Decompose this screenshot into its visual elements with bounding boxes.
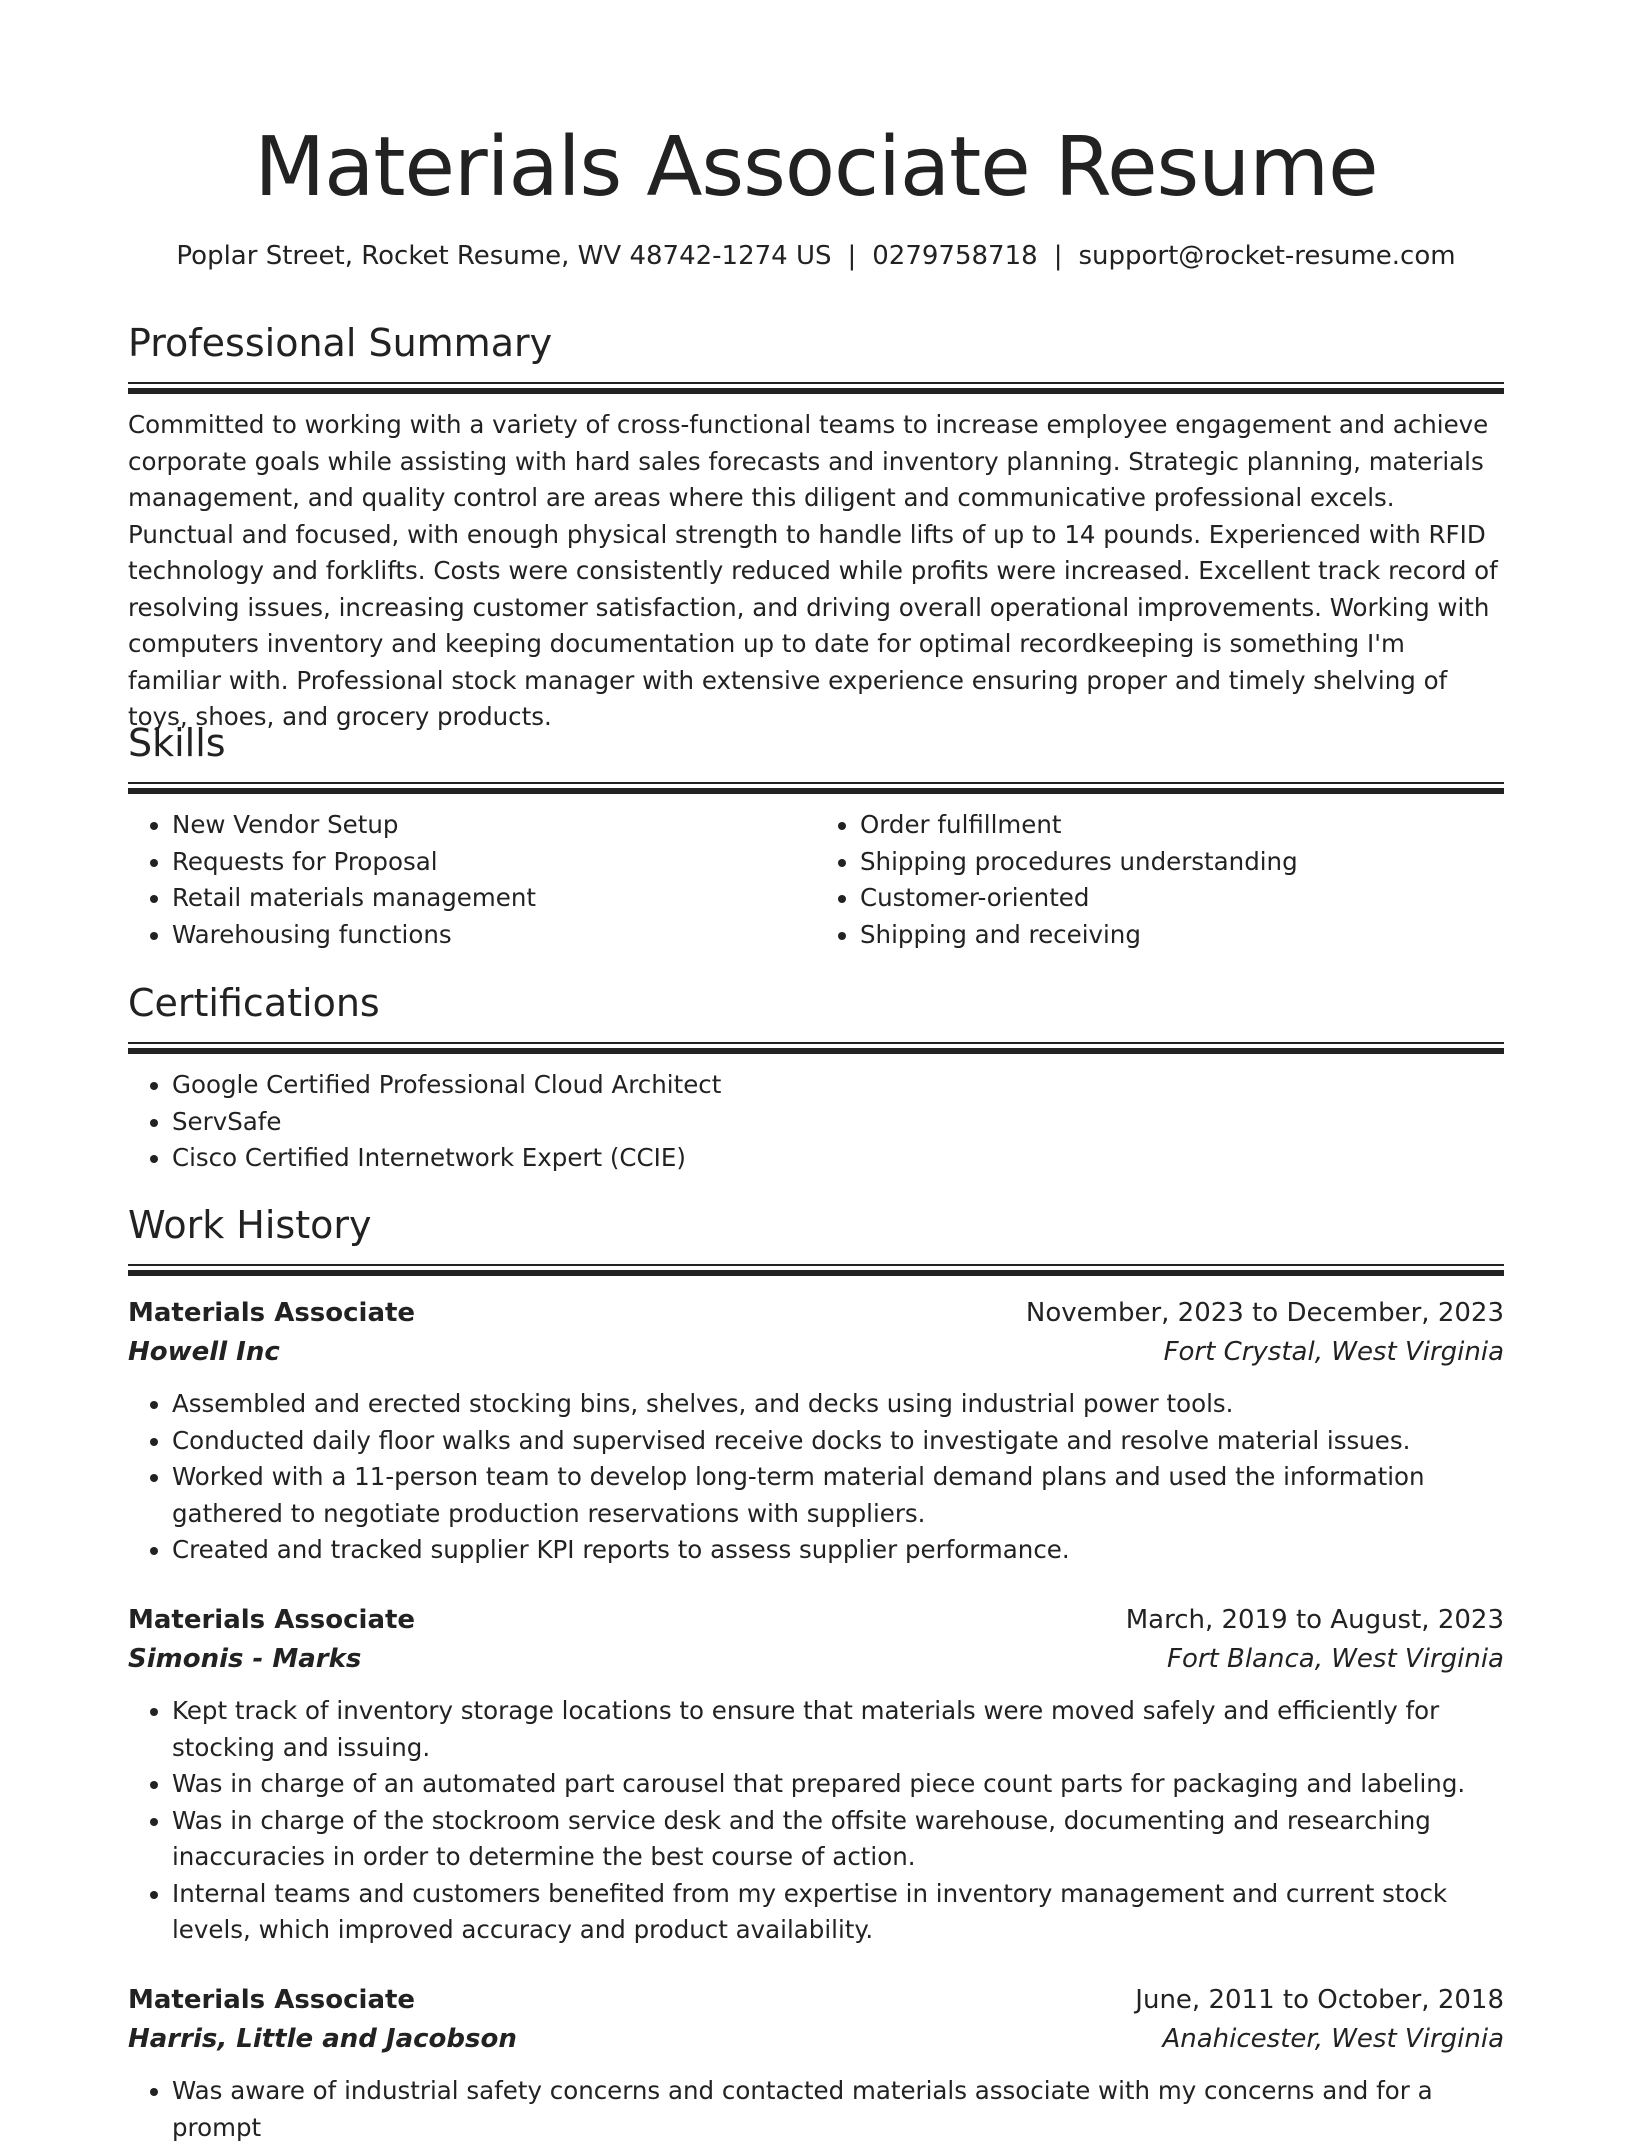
skill-item: • Warehousing functions — [172, 917, 816, 954]
job-company: Howell Inc — [128, 1337, 280, 1367]
contact-address: Poplar Street, Rocket Resume, WV 48742-1274 US — [176, 241, 832, 271]
certifications-heading: Certifications — [128, 981, 380, 1025]
job-location: Fort Crystal, West Virginia — [1163, 1337, 1504, 1367]
job-title: Materials Associate — [128, 1298, 416, 1328]
job-dates: March, 2019 to August, 2023 — [1125, 1605, 1504, 1635]
job-title: Materials Associate — [128, 1605, 416, 1635]
job-bullet: • Was in charge of an automated part carousel that prepared piece count parts for packaging and labeling. — [172, 1766, 1504, 1803]
job-dates: June, 2011 to October, 2018 — [1135, 1985, 1504, 2015]
skills-list-right — [816, 807, 1504, 953]
job-entry — [128, 1981, 1504, 2146]
work-history-heading: Work History — [128, 1203, 372, 1247]
contact-line — [128, 238, 1504, 274]
job-bullet: • Was aware of industrial safety concerns and contacted materials associate with my concerns and for a prompt — [172, 2073, 1504, 2146]
summary-text: Committed to working with a variety of cross-functional teams to increase employee engagement and achieve corporate goals while assisting with hard sales forecasts and inventory planning. Strategic planning, materials management, and quality control are areas where this diligent and communicative professional excels. Punctual and focused, with enough physical strength to handle lifts of up to 14 pounds. Experienced with RFID technology and forklifts. Costs were consistently reduced while profits were increased. Excellent track record of resolving issues, increasing customer satisfaction, and driving overall operational improvements. Working with computers inventory and keeping documentation up to date for optimal recordkeeping is something I'm familiar with. Professional stock manager with extensive experience ensuring proper and timely shelving of toys, shoes, and grocery products. — [128, 410, 1498, 731]
section-rule — [128, 382, 1504, 394]
summary-heading: Professional Summary — [128, 321, 553, 365]
work-history-section — [128, 1200, 1504, 1276]
skills-heading: Skills — [128, 721, 226, 765]
certification-item: • ServSafe — [172, 1104, 1504, 1141]
certifications-section — [128, 978, 1504, 1177]
job-bullet: • Was in charge of the stockroom service desk and the offsite warehouse, documenting and researching inaccuracies in order to determine the best course of action. — [172, 1803, 1504, 1876]
job-dates: November, 2023 to December, 2023 — [1025, 1298, 1504, 1328]
skill-item: • Order fulfillment — [860, 807, 1504, 844]
job-bullet: • Conducted daily floor walks and supervised receive docks to investigate and resolve material issues. — [172, 1423, 1504, 1460]
summary-section — [128, 318, 1504, 736]
job-company: Simonis - Marks — [128, 1644, 362, 1674]
skill-item: • Requests for Proposal — [172, 844, 816, 881]
job-bullet: • Internal teams and customers benefited from my expertise in inventory management and current stock levels, which improved accuracy and product availability. — [172, 1876, 1504, 1949]
job-entry — [128, 1601, 1504, 1949]
job-title: Materials Associate — [128, 1985, 416, 2015]
section-rule — [128, 1264, 1504, 1276]
certification-item: • Cisco Certified Internetwork Expert (CCIE) — [172, 1140, 1504, 1177]
job-entry — [128, 1294, 1504, 1569]
section-rule — [128, 782, 1504, 794]
contact-email: support@rocket-resume.com — [1078, 241, 1456, 271]
skill-item: • New Vendor Setup — [172, 807, 816, 844]
job-bullet: • Kept track of inventory storage locations to ensure that materials were moved safely and efficiently for stocking and issuing. — [172, 1693, 1504, 1766]
resume-title: Materials Associate Resume — [254, 120, 1378, 215]
job-bullets — [128, 2073, 1504, 2146]
section-rule — [128, 1042, 1504, 1054]
certifications-list — [128, 1067, 1504, 1177]
job-company: Harris, Little and Jacobson — [128, 2024, 517, 2054]
skill-item: • Customer-oriented — [860, 880, 1504, 917]
job-bullet: • Created and tracked supplier KPI reports to assess supplier performance. — [172, 1532, 1504, 1569]
skills-section — [128, 718, 1504, 953]
job-bullets — [128, 1386, 1504, 1569]
contact-separator: | — [1053, 241, 1063, 271]
contact-separator: | — [847, 241, 857, 271]
skill-item: • Retail materials management — [172, 880, 816, 917]
skills-list-left — [128, 807, 816, 953]
job-bullet: • Assembled and erected stocking bins, shelves, and decks using industrial power tools. — [172, 1386, 1504, 1423]
job-location: Anahicester, West Virginia — [1162, 2024, 1504, 2054]
skill-item: • Shipping procedures understanding — [860, 844, 1504, 881]
contact-phone: 0279758718 — [872, 241, 1038, 271]
job-bullet: • Worked with a 11-person team to develop long-term material demand plans and used the information gathered to negotiate production reservations with suppliers. — [172, 1459, 1504, 1532]
job-bullets — [128, 1693, 1504, 1949]
skill-item: • Shipping and receiving — [860, 917, 1504, 954]
job-location: Fort Blanca, West Virginia — [1166, 1644, 1504, 1674]
certification-item: • Google Certified Professional Cloud Architect — [172, 1067, 1504, 1104]
